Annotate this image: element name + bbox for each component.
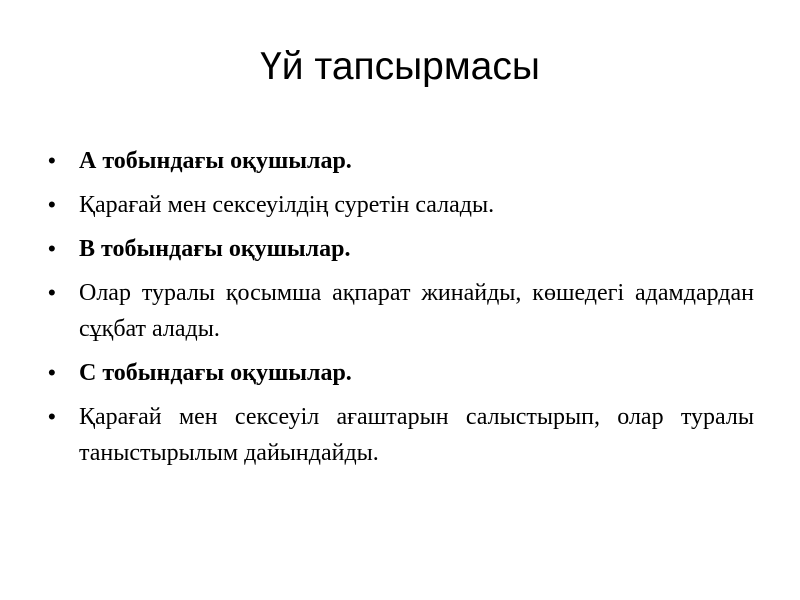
- bullet-icon: •: [48, 360, 56, 385]
- bullet-icon: •: [48, 236, 56, 261]
- list-item-group-b-heading: [48, 231, 754, 267]
- slide-title: Үй тапсырмасы: [260, 45, 540, 88]
- list-item-text: Қарағай мен сексеуілдің суретін салады.: [79, 192, 495, 218]
- list-item-group-a-task: [48, 187, 754, 223]
- list-item-text: А тобындағы оқушылар.: [79, 148, 352, 174]
- list-item-group-a-heading: [48, 143, 754, 179]
- list-item-text: Олар туралы қосымша ақпарат жинайды, көшедегі адамдардан сұқбат алады.: [79, 280, 754, 342]
- bullet-icon: •: [48, 280, 56, 305]
- bullet-icon: •: [48, 148, 56, 173]
- bullet-list: [48, 143, 754, 479]
- list-item-text: Қарағай мен сексеуіл ағаштарын салыстырып, олар туралы таныстырылым дайындайды.: [79, 404, 754, 466]
- list-item-group-c-task: [48, 399, 754, 471]
- bullet-icon: •: [48, 404, 56, 429]
- list-item-text: С тобындағы оқушылар.: [79, 360, 352, 386]
- list-item-group-b-task: [48, 275, 754, 347]
- bullet-icon: •: [48, 192, 56, 217]
- list-item-group-c-heading: [48, 355, 754, 391]
- list-item-text: В тобындағы оқушылар.: [79, 236, 351, 262]
